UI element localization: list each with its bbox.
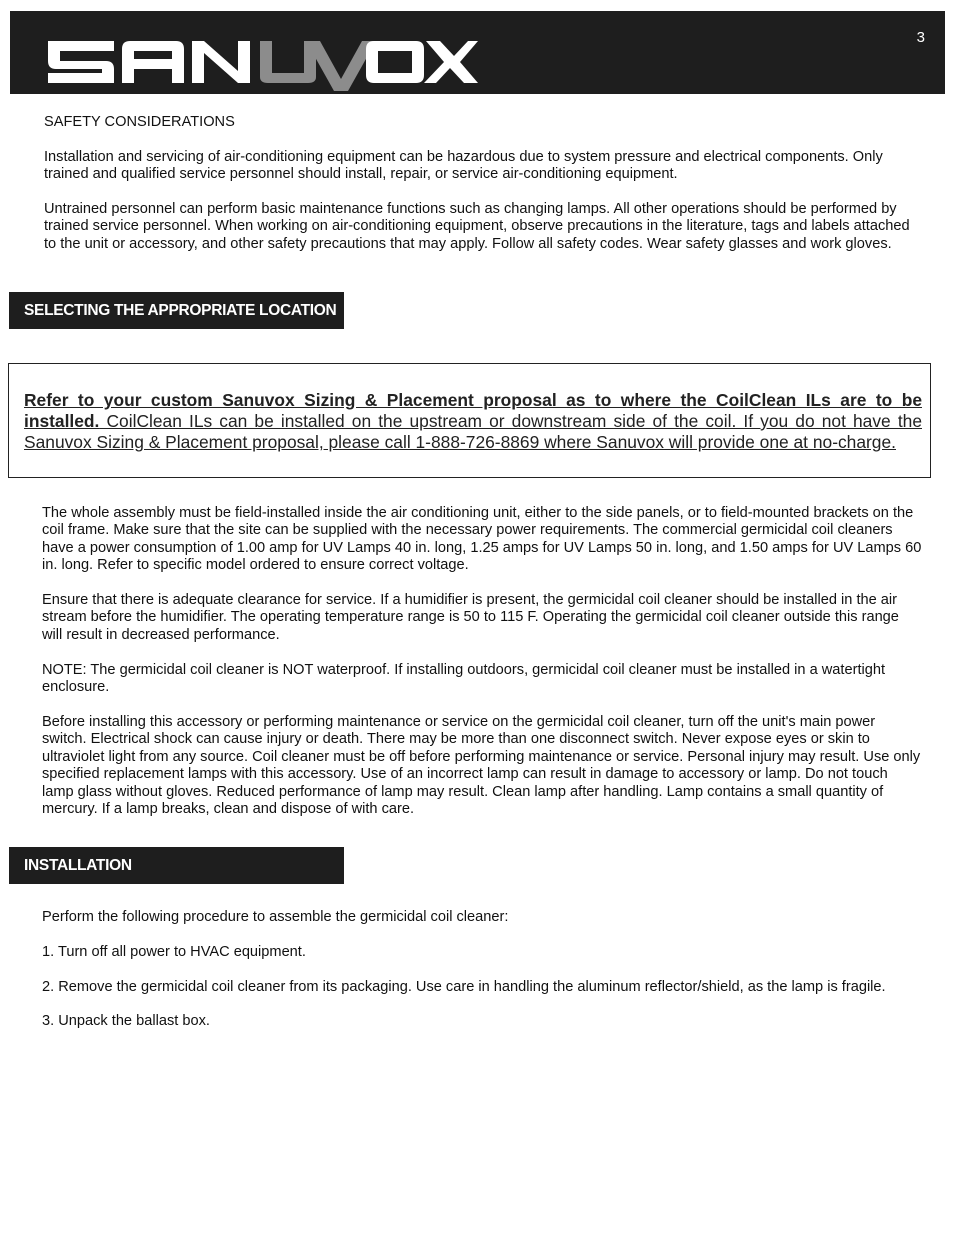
sanuvox-logo: [46, 37, 482, 93]
safety-paragraph-1: Installation and servicing of air-conditioning equipment can be hazardous due to system pressure and electrical components. Only trained and qualified service personnel should install, repair, or service air-conditioning equipment.: [44, 149, 883, 183]
header-bar: [10, 11, 945, 94]
safety-heading: SAFETY CONSIDERATIONS: [44, 114, 235, 130]
location-paragraph-4: Before installing this accessory or performing maintenance or service on the germicidal coil cleaner, turn off the unit's main power switch. Electrical shock can cause injury or death. There may be more than one disconnect switch. Never expose eyes or skin to ultraviolet light from any source. Coil cleaner must be off before performing maintenance or service. Personal injury may result. Use only specified replacement lamps with this accessory. Use of an incorrect lamp can result in damage to accessory or lamp. Do not touch lamp glass without gloves. Reduced performance of lamp may result. Clean lamp after handling. Lamp contains a small quantity of mercury. If a lamp breaks, clean and dispose of with care.: [42, 714, 921, 818]
location-paragraph-2: Ensure that there is adequate clearance for service. If a humidifier is present, the germicidal coil cleaner should be installed in the air stream before the humidifier. The operating temperature range is 50 to 115 F. Operating the germicidal coil cleaner outside this range will result in decreased performance.: [42, 592, 899, 643]
placement-notice-rest: CoilClean ILs can be installed on the upstream or downstream side of the coil. If you do not have the Sanuvox Sizing & Placement proposal, please call 1-888-726-8869 where Sanuvox will provide one at no-charge.: [24, 411, 922, 452]
section-title-location: SELECTING THE APPROPRIATE LOCATION: [9, 292, 344, 329]
section-title-installation: INSTALLATION: [9, 847, 344, 884]
placement-notice-bold: Refer to your custom Sanuvox Sizing & Placement proposal as to where the CoilClean ILs are to be installed.: [24, 390, 922, 431]
installation-step-1: 1. Turn off all power to HVAC equipment.: [42, 944, 306, 960]
placement-notice-text: [24, 390, 922, 453]
placement-notice-box: [8, 363, 931, 478]
page-number: 3: [916, 29, 925, 46]
safety-paragraph-2: Untrained personnel can perform basic maintenance functions such as changing lamps. All other operations should be performed by trained service personnel. When working on air-conditioning equipment, observe precautions in the literature, tags and labels attached to the unit or accessory, and other safety precautions that may apply. Follow all safety codes. Wear safety glasses and work gloves.: [44, 201, 910, 252]
installation-step-3: 3. Unpack the ballast box.: [42, 1013, 210, 1029]
location-paragraph-1: The whole assembly must be field-installed inside the air conditioning unit, either to the side panels, or to field-mounted brackets on the coil frame. Make sure that the site can be supplied with the necessary power requirements. The commercial germicidal coil cleaners have a power consumption of 1.00 amp for UV Lamps 40 in. long, 1.25 amps for UV Lamps 50 in. long, and 1.50 amps for UV Lamps 60 in. long. Refer to specific model ordered to ensure correct voltage.: [42, 505, 922, 574]
installation-intro: Perform the following procedure to assemble the germicidal coil cleaner:: [42, 909, 509, 925]
location-note: NOTE: The germicidal coil cleaner is NOT waterproof. If installing outdoors, germicidal coil cleaner must be installed in a watertight enclosure.: [42, 662, 886, 696]
installation-step-2: 2. Remove the germicidal coil cleaner from its packaging. Use care in handling the aluminum reflector/shield, as the lamp is fragile.: [42, 979, 886, 995]
